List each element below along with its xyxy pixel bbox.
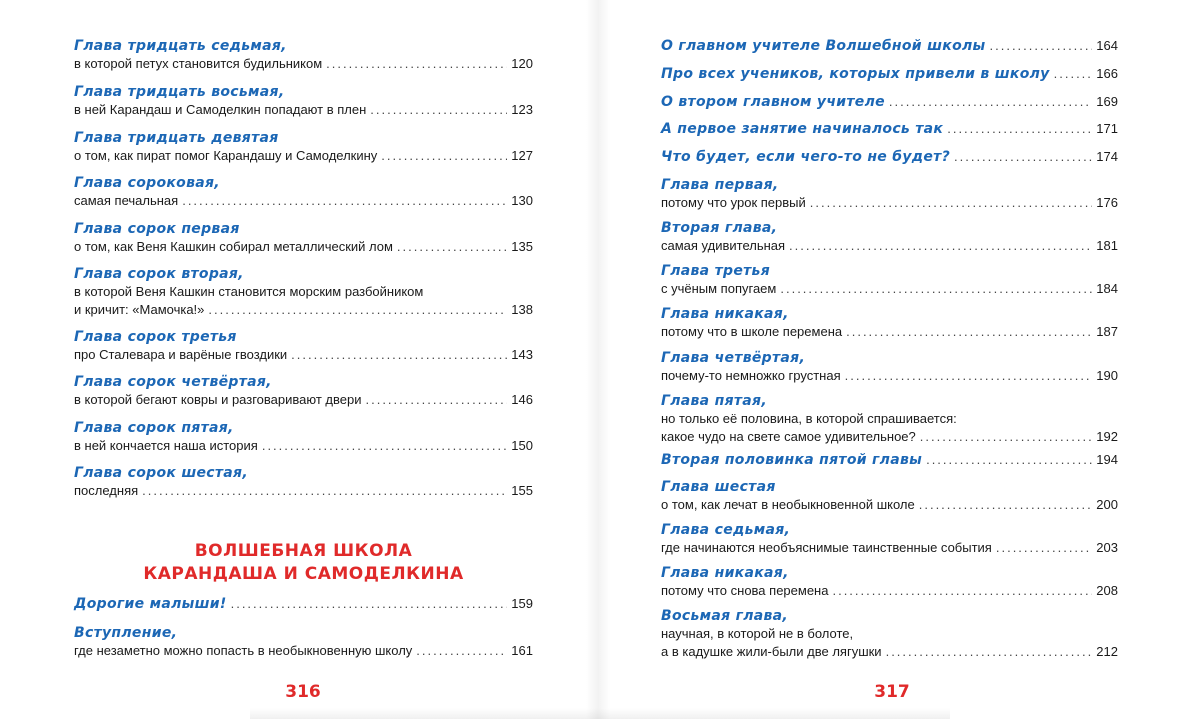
toc-entry: [661, 478, 1118, 514]
chapter-heading: Что будет, если чего-то не будет?: [661, 149, 950, 165]
toc-line: [661, 428, 1118, 446]
chapter-description: о том, как лечат в необыкновенной школе: [661, 497, 915, 512]
toc-entry: [661, 349, 1118, 385]
toc-entry: [661, 37, 1118, 55]
toc-entry: [661, 305, 1118, 341]
toc-line: [74, 391, 533, 409]
section-title-line: ВОЛШЕБНАЯ ШКОЛА: [194, 541, 413, 561]
chapter-heading: Глава седьмая,: [661, 522, 791, 538]
chapter-description: о том, как Веня Кашкин собирал металлический лом: [74, 239, 393, 254]
chapter-heading: Глава сорок шестая,: [74, 465, 248, 481]
toc-entry: [661, 219, 1118, 255]
page-ref: 135: [511, 239, 533, 254]
toc-entry: [74, 83, 533, 119]
toc-entry: [74, 464, 533, 500]
chapter-description: почему-то немножко грустная: [661, 368, 841, 383]
chapter-heading: А первое занятие начиналось так: [661, 121, 944, 137]
page-ref: 130: [511, 193, 533, 208]
chapter-description: в ней кончается наша история: [74, 438, 258, 453]
page-ref: 181: [1096, 238, 1118, 253]
section-title-line: КАРАНДАША И САМОДЕЛКИНА: [143, 564, 464, 584]
page-ref: 208: [1096, 583, 1118, 598]
chapter-heading: Глава сорок вторая,: [74, 266, 244, 282]
toc-entry: [74, 37, 533, 73]
page-ref: 212: [1096, 644, 1118, 659]
chapter-heading: Глава третья: [661, 263, 770, 279]
toc-line: [661, 37, 1118, 55]
page-ref: 192: [1096, 429, 1118, 444]
section-title: [74, 540, 533, 586]
toc-entry: [74, 328, 533, 364]
chapter-heading: Вторая половинка пятой главы: [661, 452, 923, 468]
chapter-heading: Глава тридцать восьмая,: [74, 84, 285, 100]
chapter-heading: Глава сороковая,: [74, 175, 220, 191]
toc-line: [74, 437, 533, 455]
page-ref: 146: [511, 392, 533, 407]
toc-entry: [74, 419, 533, 455]
toc-line: [661, 451, 1118, 469]
toc-line: [661, 582, 1118, 600]
toc-line: [661, 280, 1118, 298]
chapter-description: в которой петух становится будильником: [74, 56, 323, 71]
chapter-heading: Глава никакая,: [661, 306, 789, 322]
page-ref: 159: [511, 596, 533, 611]
chapter-description: последняя: [74, 483, 139, 498]
chapter-heading: Глава сорок третья: [74, 329, 237, 345]
toc-entry: [74, 265, 533, 319]
toc-entry: [74, 595, 533, 613]
chapter-description: про Сталевара и варёные гвоздики: [74, 347, 288, 362]
chapter-description: потому что в школе перемена: [661, 324, 843, 339]
chapter-description: а в кадушке жили-были две лягушки: [661, 644, 882, 659]
toc-line: [661, 367, 1118, 385]
toc-line: [661, 93, 1118, 111]
toc-line: [661, 194, 1118, 212]
toc-entry: [661, 148, 1118, 166]
page-number: 316: [285, 682, 321, 702]
toc-entry: [661, 65, 1118, 83]
chapter-description: где незаметно можно попасть в необыкновенную школу: [74, 643, 413, 658]
toc-entry: [74, 624, 533, 660]
page-number: 317: [874, 682, 910, 702]
chapter-heading: Глава сорок четвёртая,: [74, 374, 272, 390]
toc-line: [661, 496, 1118, 514]
toc-line: [74, 55, 533, 73]
chapter-heading: Глава первая,: [661, 177, 779, 193]
chapter-heading: О втором главном учителе: [661, 94, 885, 110]
toc-entry: [661, 176, 1118, 212]
toc-line: [74, 642, 533, 660]
page-ref: 161: [511, 643, 533, 658]
chapter-description: самая печальная: [74, 193, 179, 208]
chapter-heading: Вторая глава,: [661, 220, 778, 236]
page-bottom-shadow: [250, 708, 950, 719]
page-ref: 143: [511, 347, 533, 362]
toc-entry: [74, 129, 533, 165]
page-ref: 187: [1096, 324, 1118, 339]
chapter-description: в ней Карандаш и Самоделкин попадают в плен: [74, 102, 367, 117]
chapter-description: в которой Веня Кашкин становится морским разбойником: [74, 284, 424, 299]
page-ref: 150: [511, 438, 533, 453]
toc-line: [74, 192, 533, 210]
toc-line: [74, 482, 533, 500]
chapter-heading: Глава шестая: [661, 479, 776, 495]
chapter-heading: Глава тридцать девятая: [74, 130, 279, 146]
page-ref: 190: [1096, 368, 1118, 383]
chapter-heading: Глава никакая,: [661, 565, 789, 581]
toc-entry: [661, 564, 1118, 600]
chapter-description: но только её половина, в которой спрашивается:: [661, 411, 957, 426]
chapter-heading: Глава сорок первая: [74, 221, 240, 237]
chapter-description: какое чудо на свете самое удивительное?: [661, 429, 916, 444]
chapter-heading: Глава тридцать седьмая,: [74, 38, 287, 54]
page-ref: 174: [1096, 149, 1118, 164]
page-ref: 171: [1096, 121, 1118, 136]
chapter-heading: Дорогие малыши!: [74, 596, 227, 612]
toc-entry: [661, 521, 1118, 557]
chapter-heading: Глава пятая,: [661, 393, 767, 409]
toc-entry: [661, 262, 1118, 298]
toc-line: [661, 120, 1118, 138]
toc-line: [74, 147, 533, 165]
toc-line: [661, 539, 1118, 557]
chapter-description: научная, в которой не в болоте,: [661, 626, 854, 641]
toc-line: [74, 301, 533, 319]
page-ref: 127: [511, 148, 533, 163]
toc-entry: [74, 174, 533, 210]
chapter-description: с учёным попугаем: [661, 281, 777, 296]
chapter-description: в которой бегают ковры и разговаривают двери: [74, 392, 362, 407]
toc-entry: [661, 392, 1118, 446]
page-ref: 120: [511, 56, 533, 71]
page-ref: 194: [1096, 452, 1118, 467]
toc-line: [74, 101, 533, 119]
toc-entry: [661, 451, 1118, 469]
chapter-heading: Восьмая глава,: [661, 608, 789, 624]
page-ref: 138: [511, 302, 533, 317]
page-ref: 166: [1096, 66, 1118, 81]
chapter-heading: Глава четвёртая,: [661, 350, 806, 366]
page-ref: 200: [1096, 497, 1118, 512]
chapter-description: потому что снова перемена: [661, 583, 829, 598]
chapter-heading: Про всех учеников, которых привели в школу: [661, 66, 1050, 82]
right-page: [598, 0, 1196, 719]
toc-line: [661, 237, 1118, 255]
page-ref: 203: [1096, 540, 1118, 555]
chapter-heading: Вступление,: [74, 625, 178, 641]
toc-line: [661, 323, 1118, 341]
chapter-heading: Глава сорок пятая,: [74, 420, 234, 436]
chapter-heading: О главном учителе Волшебной школы: [661, 38, 986, 54]
page-ref: 169: [1096, 94, 1118, 109]
page-ref: 155: [511, 483, 533, 498]
toc-line: [661, 65, 1118, 83]
toc-line: [74, 595, 533, 613]
chapter-description: где начинаются необъяснимые таинственные события: [661, 540, 992, 555]
toc-line: [74, 238, 533, 256]
chapter-description: и кричит: «Мамочка!»: [74, 302, 205, 317]
toc-entry: [661, 120, 1118, 138]
toc-line: [661, 643, 1118, 661]
page-ref: 123: [511, 102, 533, 117]
toc-entry: [74, 373, 533, 409]
toc-line: [74, 346, 533, 364]
page-ref: 184: [1096, 281, 1118, 296]
toc-line: [661, 148, 1118, 166]
toc-entry: [74, 220, 533, 256]
toc-entry: [661, 607, 1118, 661]
chapter-description: самая удивительная: [661, 238, 786, 253]
book-spine-shadow: [586, 0, 610, 719]
chapter-description: о том, как пират помог Карандашу и Самоделкину: [74, 148, 378, 163]
toc-entry: [661, 93, 1118, 111]
chapter-description: потому что урок первый: [661, 195, 806, 210]
page-ref: 164: [1096, 38, 1118, 53]
page-ref: 176: [1096, 195, 1118, 210]
